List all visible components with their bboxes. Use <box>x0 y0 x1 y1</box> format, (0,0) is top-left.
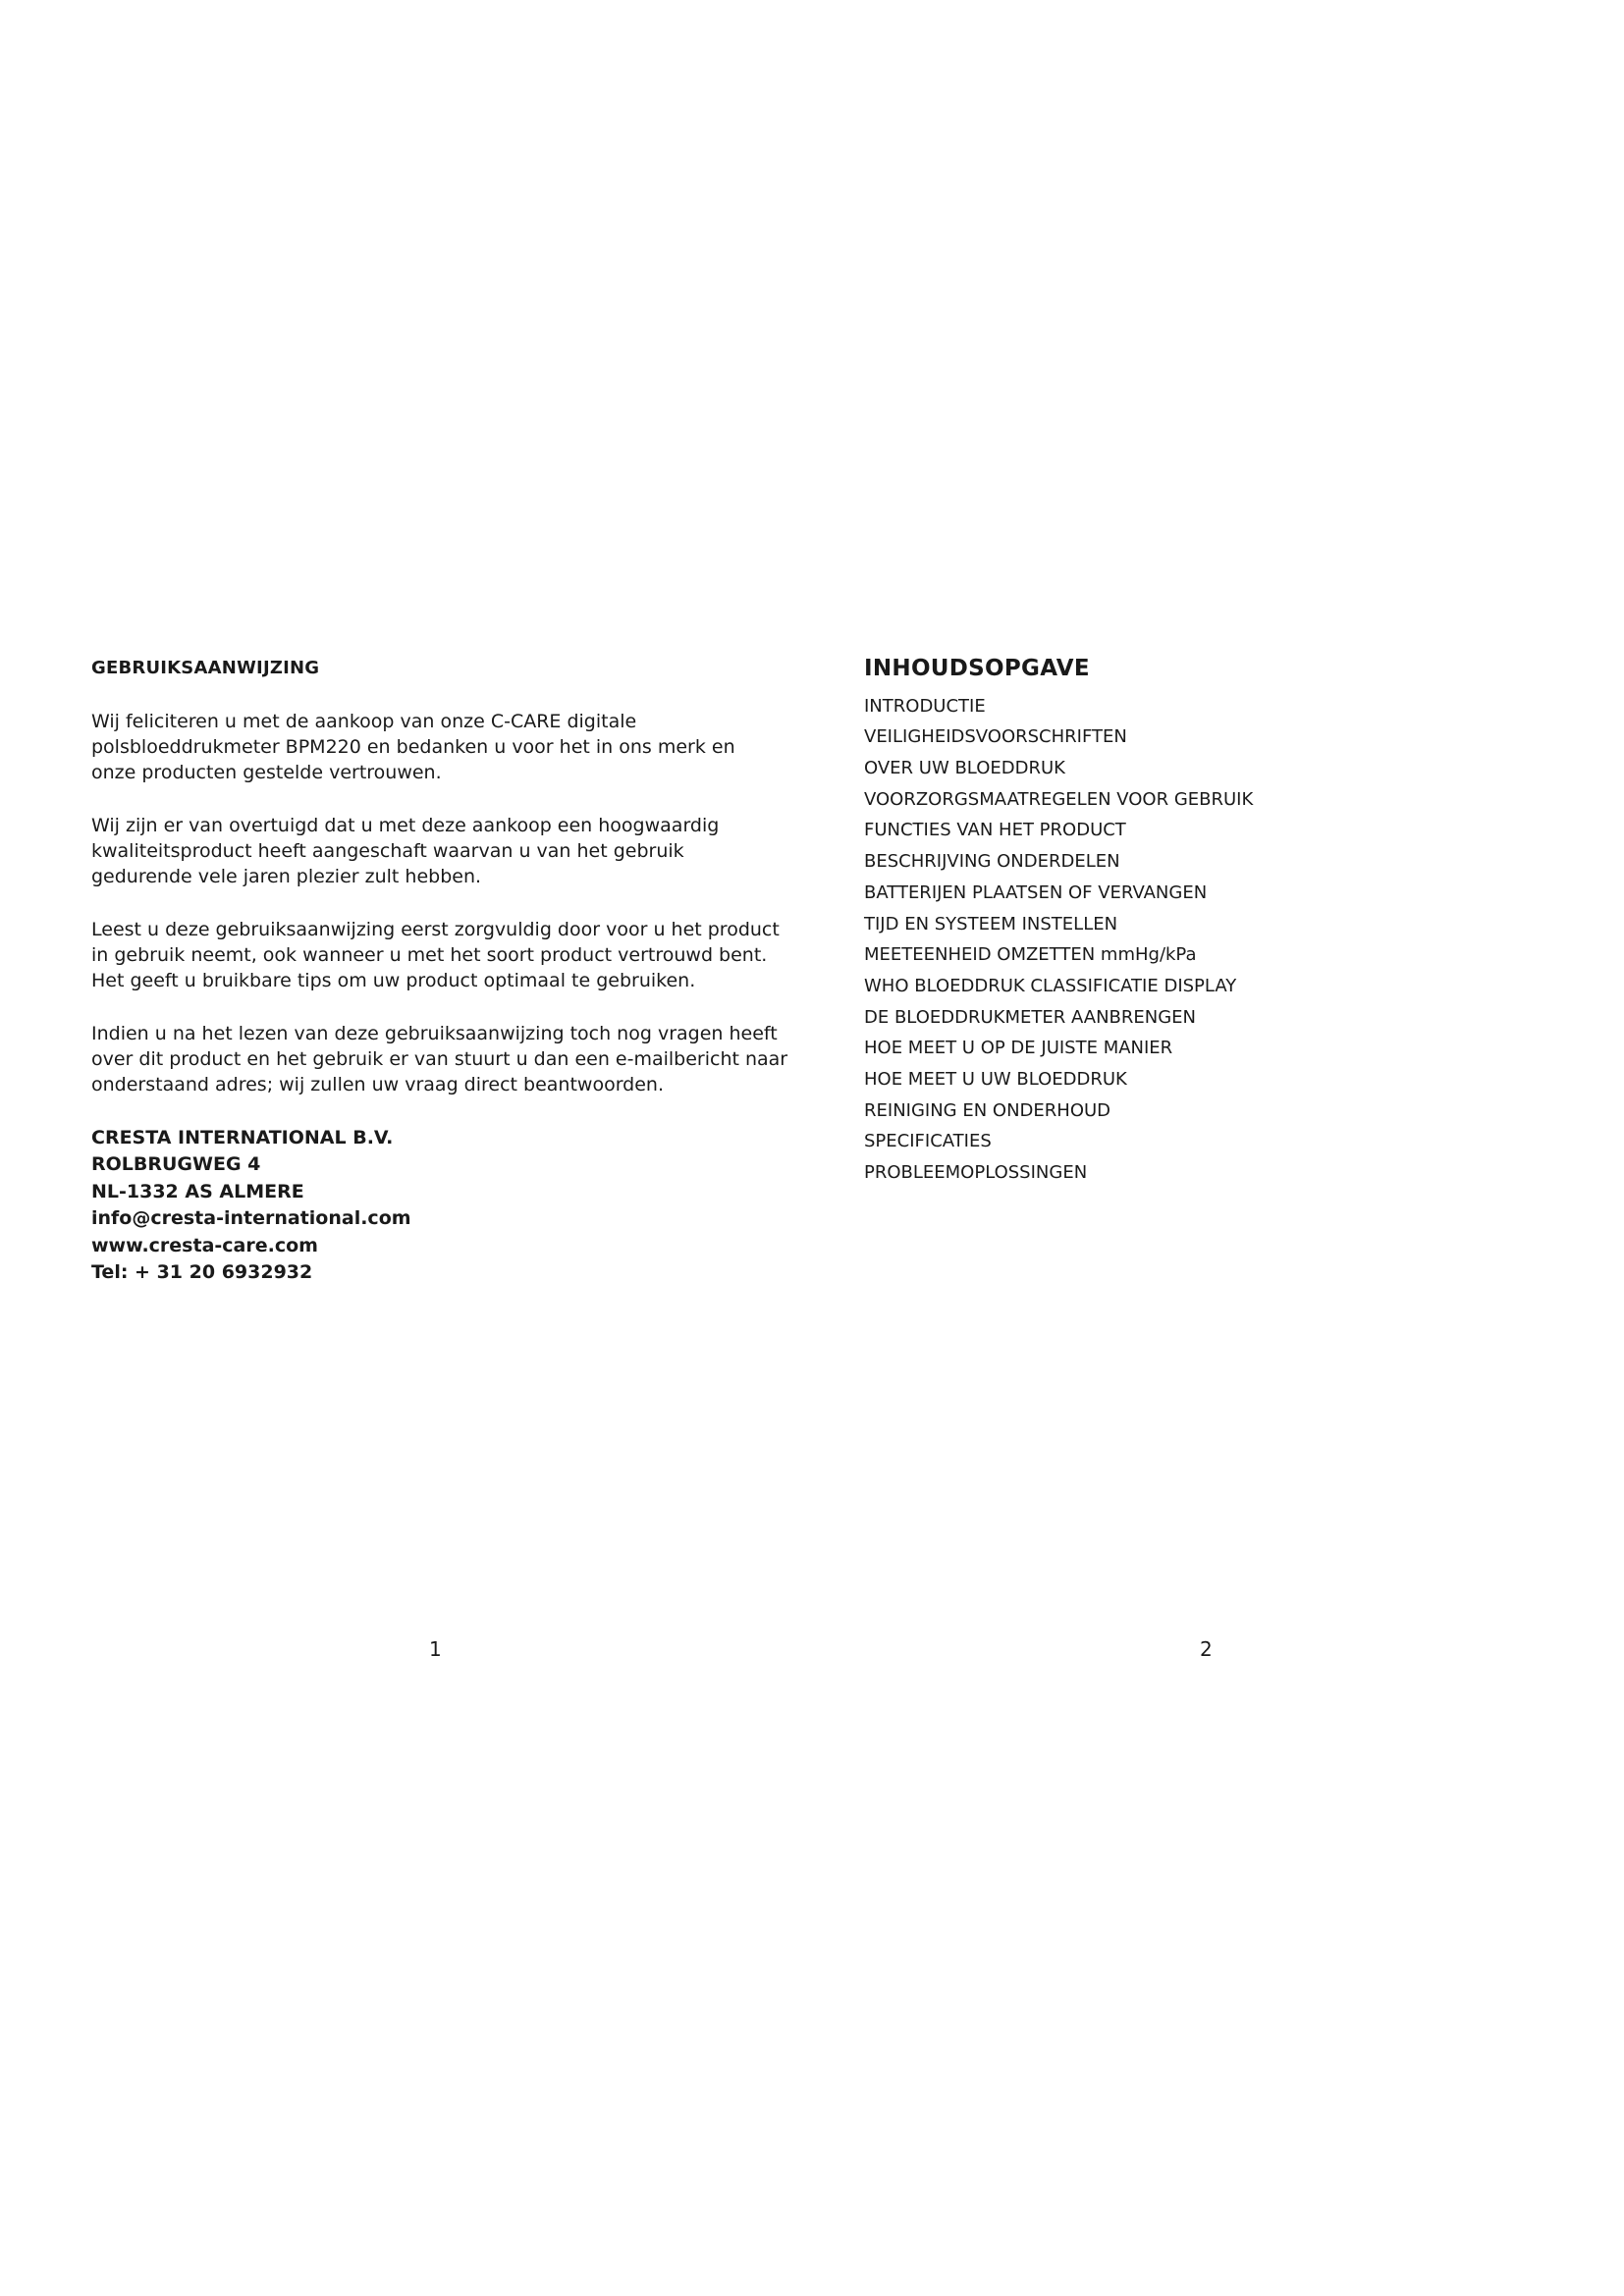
toc-item: BESCHRIJVING ONDERDELEN <box>864 851 1120 873</box>
intro-paragraph-2: Wij zijn er van overtuigd dat u met deze aankoop een hoogwaardig kwaliteitsproduct heeft aangeschaft waarvan u van het gebruik gedurende vele jaren plezier zult hebben. <box>91 814 720 887</box>
toc-list <box>864 691 1375 1189</box>
toc-item: HOE MEET U UW BLOEDDRUK <box>864 1069 1127 1091</box>
company-website: www.cresta-care.com <box>91 1234 318 1256</box>
toc-item: WHO BLOEDDRUK CLASSIFICATIE DISPLAY <box>864 975 1237 996</box>
toc-item: REINIGING EN ONDERHOUD <box>864 1099 1111 1121</box>
toc-item: SPECIFICATIES <box>864 1131 992 1152</box>
company-phone: Tel: + 31 20 6932932 <box>91 1261 313 1284</box>
intro-paragraph-3: Leest u deze gebruiksaanwijzing eerst zorgvuldig door voor u het product in gebruik neemt, ook wanneer u met het soort product vertrouwd bent. Het geeft u bruikbare tips om uw product optimaal te gebruiken. <box>91 918 780 991</box>
company-address <box>91 1125 818 1287</box>
toc-item: TIJD EN SYSTEEM INSTELLEN <box>864 913 1118 934</box>
company-name: CRESTA INTERNATIONAL B.V. <box>91 1126 394 1148</box>
intro-paragraph-4: Indien u na het lezen van deze gebruiksaanwijzing toch nog vragen heeft over dit product en het gebruik er van stuurt u dan een e-mailbericht naar onderstaand adres; wij zullen uw vraag direct beantwoorden. <box>91 1022 788 1095</box>
toc-item: DE BLOEDDRUKMETER AANBRENGEN <box>864 1006 1197 1028</box>
company-postal-city: NL-1332 AS ALMERE <box>91 1180 304 1202</box>
toc-item: VOORZORGSMAATREGELEN VOOR GEBRUIK <box>864 788 1254 810</box>
toc-item: OVER UW BLOEDDRUK <box>864 758 1065 778</box>
toc-item: MEETEENHEID OMZETTEN mmHg/kPa <box>864 944 1197 966</box>
page-number-left: 1 <box>429 1637 442 1661</box>
toc-item: VEILIGHEIDSVOORSCHRIFTEN <box>864 726 1127 748</box>
right-page <box>864 656 1375 1189</box>
toc-item: HOE MEET U OP DE JUISTE MANIER <box>864 1038 1173 1059</box>
toc-item: FUNCTIES VAN HET PRODUCT <box>864 820 1126 841</box>
intro-paragraph-1: Wij feliciteren u met de aankoop van onze C-CARE digitale polsbloeddrukmeter BPM220 en bedanken u voor het in ons merk en onze producten gestelde vertrouwen. <box>91 710 735 783</box>
manual-heading: GEBRUIKSAANWIJZING <box>91 658 320 678</box>
company-street: ROLBRUGWEG 4 <box>91 1153 261 1176</box>
toc-title: INHOUDSOPGAVE <box>864 656 1090 681</box>
company-email: info@cresta-international.com <box>91 1207 411 1230</box>
toc-item: BATTERIJEN PLAATSEN OF VERVANGEN <box>864 881 1208 903</box>
toc-item: PROBLEEMOPLOSSINGEN <box>864 1162 1088 1184</box>
page-number-right: 2 <box>1200 1637 1213 1661</box>
left-page <box>91 658 818 1287</box>
toc-item: INTRODUCTIE <box>864 695 986 717</box>
